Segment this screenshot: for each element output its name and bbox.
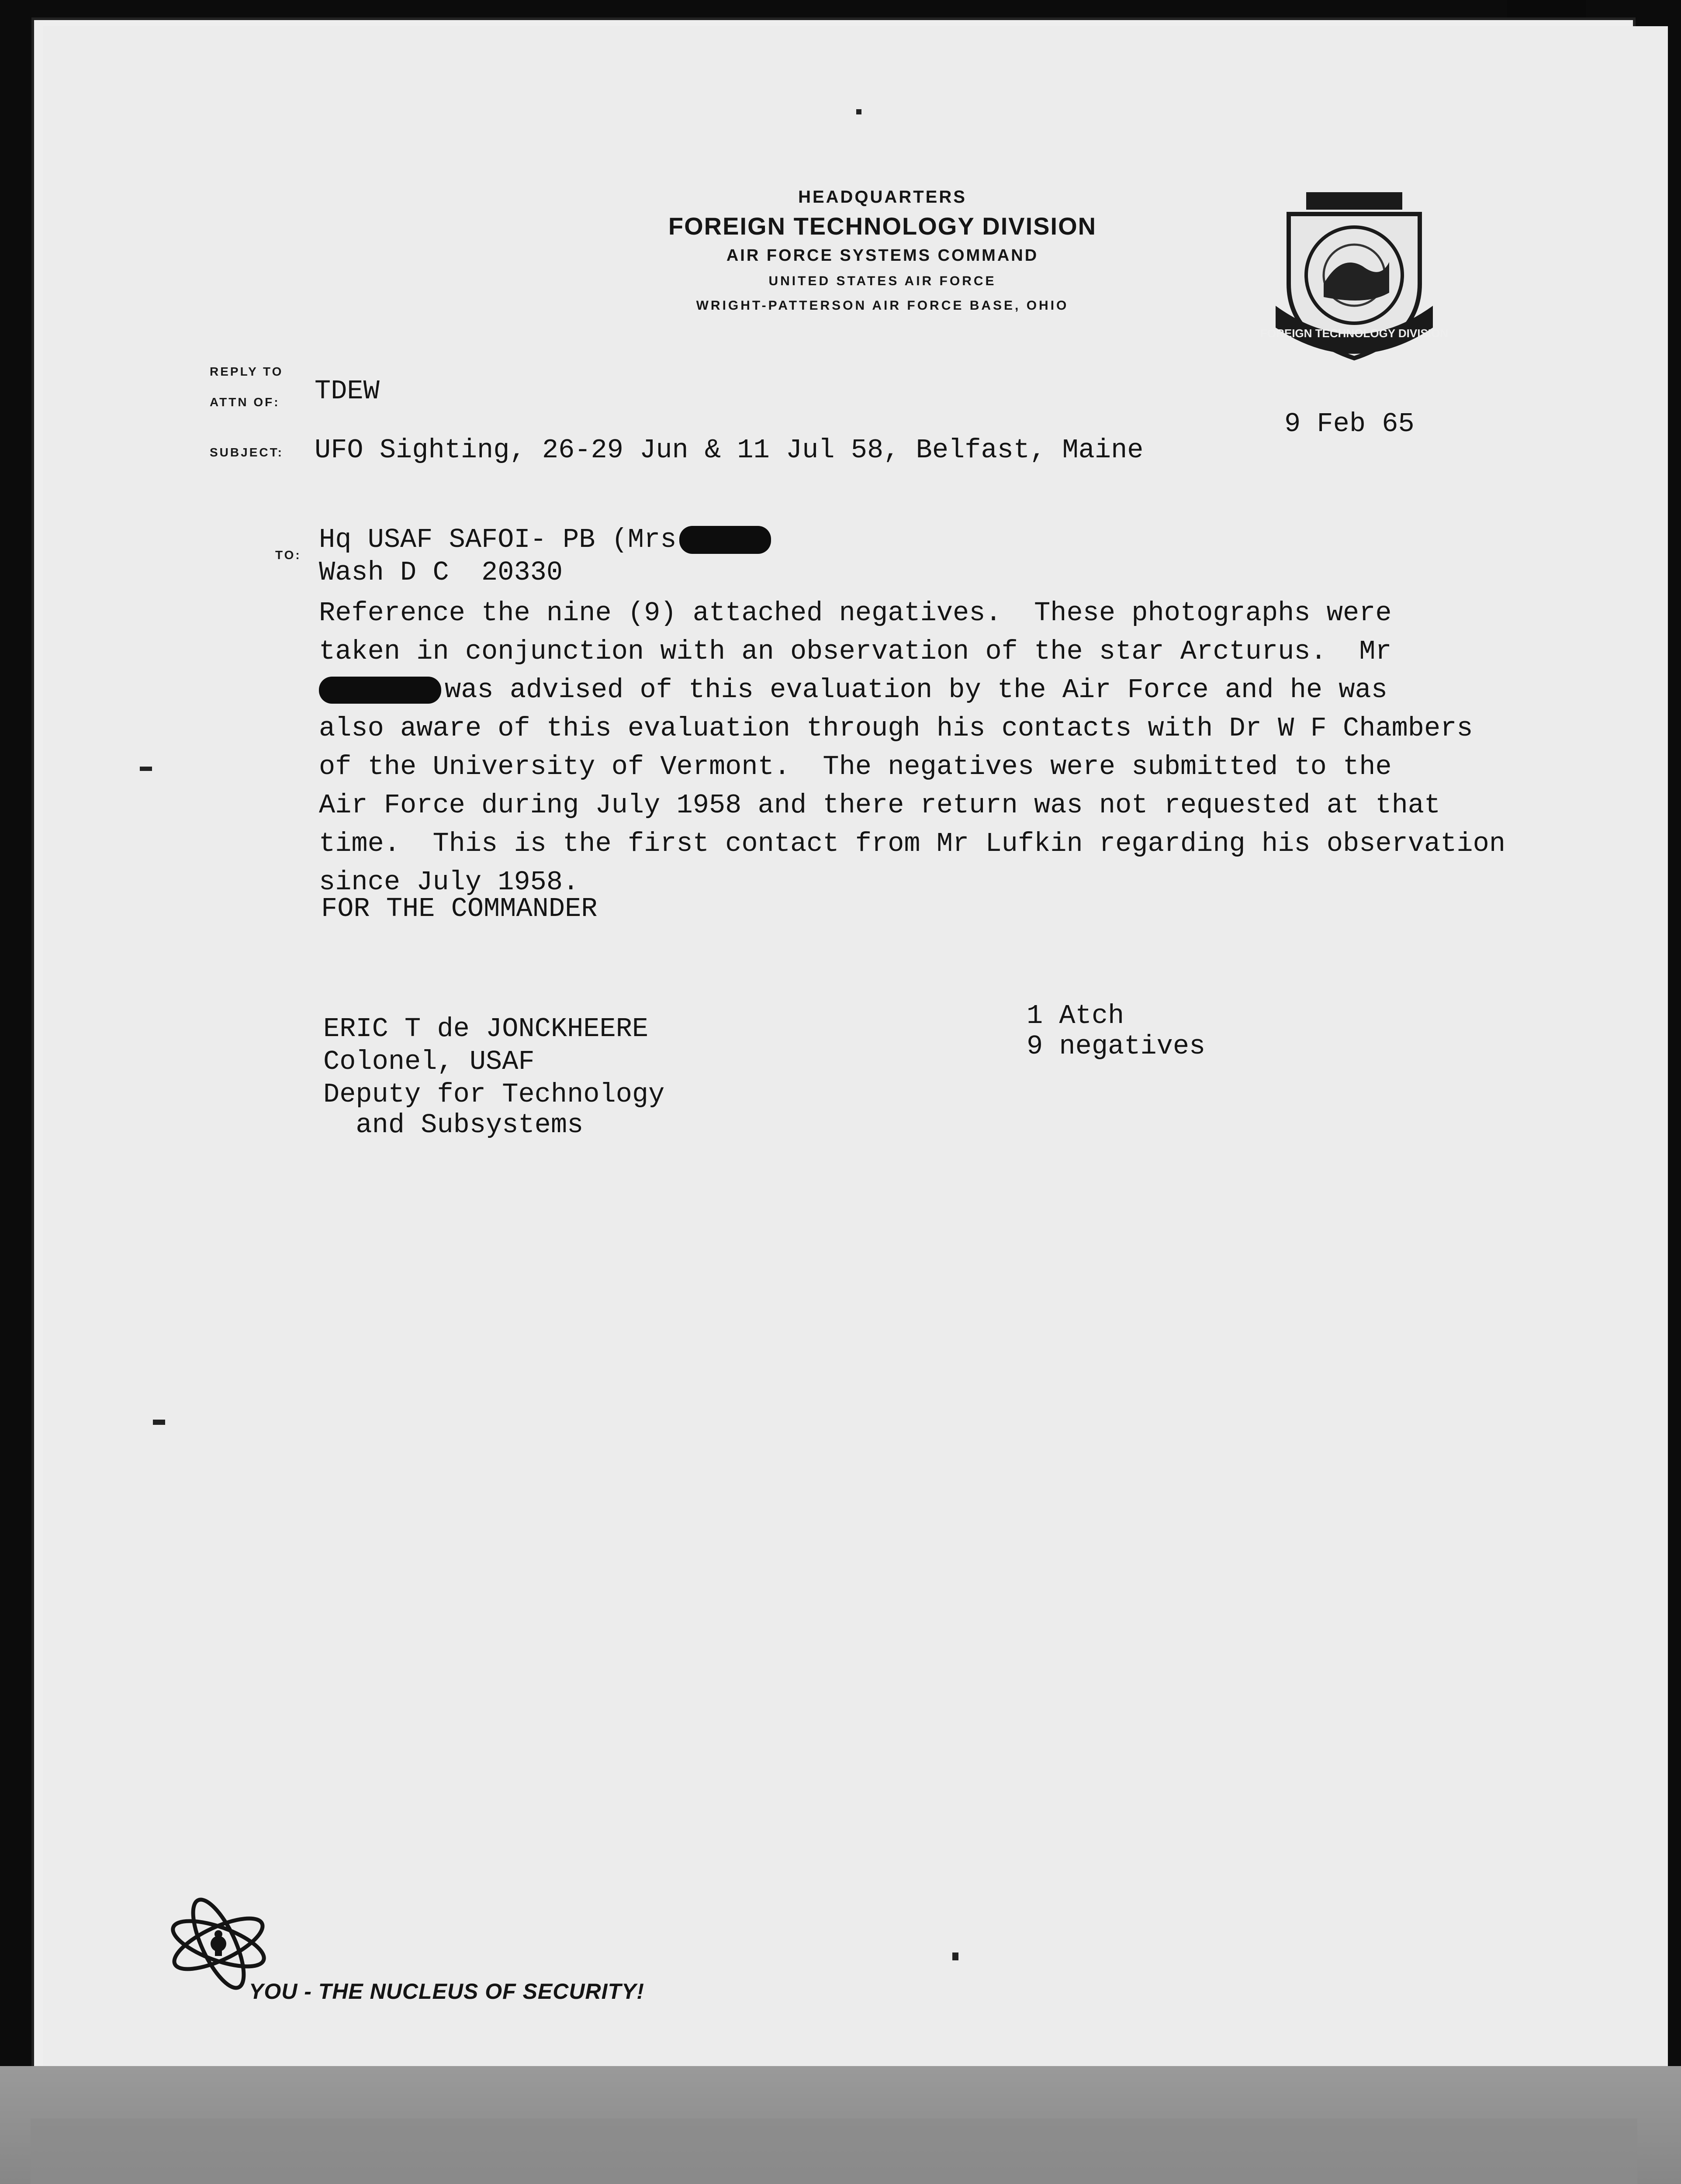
body-line-2: taken in conjunction with an observation of the star Arcturus. Mr bbox=[319, 636, 1392, 667]
body-line-3-text: was advised of this evaluation by the Air Force and he was bbox=[445, 674, 1387, 705]
for-the-commander: FOR THE COMMANDER bbox=[321, 893, 598, 924]
division-seal-icon bbox=[1258, 175, 1450, 367]
film-speck bbox=[952, 1952, 958, 1960]
body-line-1: Reference the nine (9) attached negatives. These photographs were bbox=[319, 598, 1392, 629]
redaction-witness-name bbox=[319, 677, 441, 704]
body-line-6: Air Force during July 1958 and there return was not requested at that bbox=[319, 790, 1441, 821]
film-lower-strip-inner bbox=[31, 2118, 1637, 2184]
reply-to-label: REPLY TO bbox=[210, 365, 284, 378]
body-line-5: of the University of Vermont. The negatives were submitted to the bbox=[319, 751, 1392, 782]
signer-rank: Colonel, USAF bbox=[323, 1046, 535, 1077]
film-speck bbox=[153, 1420, 165, 1425]
redaction-addressee-name bbox=[679, 526, 771, 554]
signer-name: ERIC T de JONCKHEERE bbox=[323, 1013, 649, 1044]
letter-date: 9 Feb 65 bbox=[1284, 408, 1415, 439]
letterhead-headquarters: HEADQUARTERS bbox=[798, 187, 967, 207]
seal-top-bar bbox=[1306, 192, 1402, 210]
film-speck bbox=[140, 767, 152, 771]
letterhead-base: WRIGHT-PATTERSON AIR FORCE BASE, OHIO bbox=[696, 298, 1069, 313]
film-speck bbox=[856, 109, 861, 114]
attachment-count: 1 Atch bbox=[1027, 1000, 1124, 1031]
subject-label: SUBJECT: bbox=[210, 446, 284, 459]
body-line-3 bbox=[319, 671, 1505, 709]
subject-line: UFO Sighting, 26-29 Jun & 11 Jul 58, Belfast, Maine bbox=[315, 435, 1144, 466]
film-lower-strip bbox=[0, 2066, 1681, 2184]
reply-code: TDEW bbox=[315, 376, 380, 407]
attn-of-label: ATTN OF: bbox=[210, 395, 280, 409]
letterhead-command: AIR FORCE SYSTEMS COMMAND bbox=[726, 246, 1039, 265]
letterhead bbox=[533, 183, 1232, 318]
body-line-8: since July 1958. bbox=[319, 867, 579, 898]
attachment-description: 9 negatives bbox=[1027, 1031, 1206, 1062]
letterhead-service: UNITED STATES AIR FORCE bbox=[768, 274, 996, 288]
signer-title-1: Deputy for Technology bbox=[323, 1079, 665, 1110]
addressee-line-1 bbox=[319, 524, 771, 555]
to-label: TO: bbox=[275, 548, 301, 562]
signer-title-2: and Subsystems bbox=[323, 1109, 584, 1140]
letterhead-division: FOREIGN TECHNOLOGY DIVISION bbox=[668, 212, 1097, 240]
security-slogan: YOU - THE NUCLEUS OF SECURITY! bbox=[249, 1979, 645, 2004]
addressee-line-2: Wash D C 20330 bbox=[319, 557, 563, 588]
addressee-office: Hq USAF SAFOI- PB (Mrs bbox=[319, 524, 677, 555]
body-line-7: time. This is the first contact from Mr Lufkin regarding his observation bbox=[319, 828, 1506, 859]
seal-text: FOREIGN TECHNOLOGY DIVISION bbox=[1260, 327, 1449, 340]
body-line-4: also aware of this evaluation through his contacts with Dr W F Chambers bbox=[319, 713, 1473, 744]
letter-body bbox=[319, 594, 1505, 902]
